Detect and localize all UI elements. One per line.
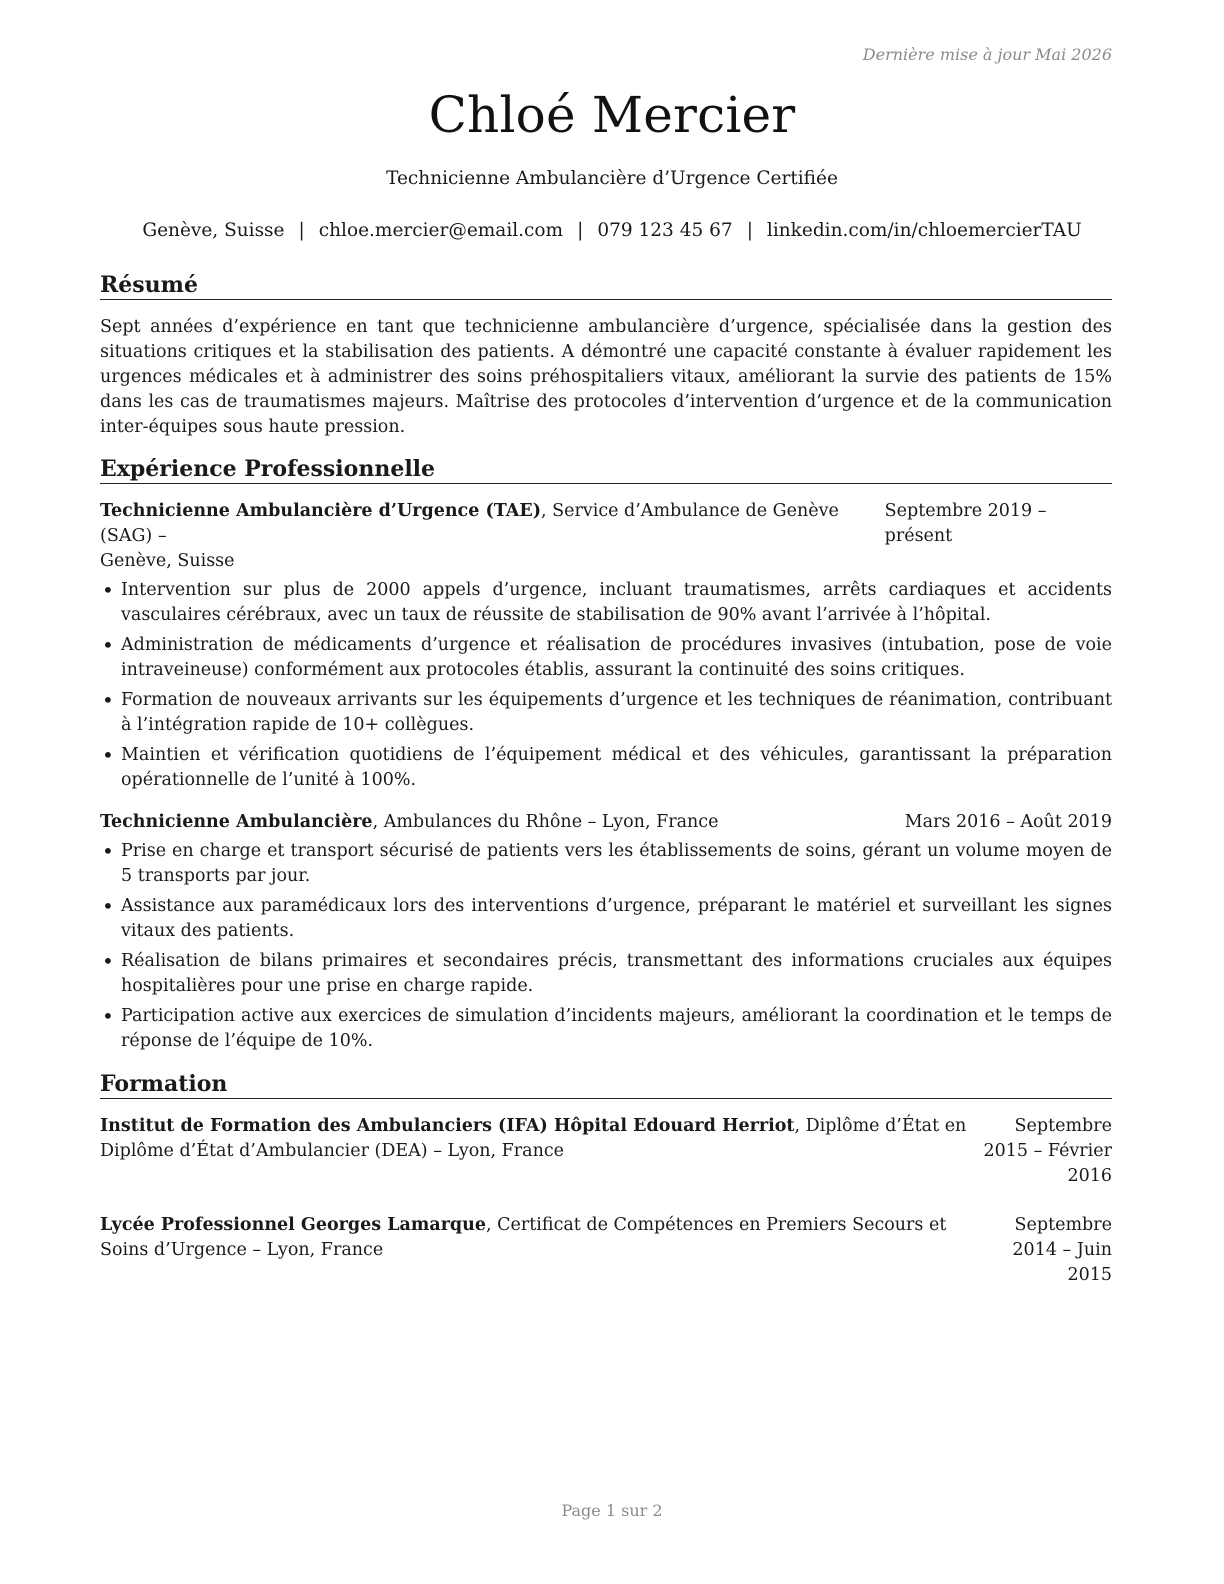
job-dates: Mars 2016 – Août 2019 — [904, 812, 1112, 832]
list-item: • Formation de nouveaux arrivants sur les équipements d’urgence et les techniques de réanimation, contribuant à l’intégration rapide de 10+ collègues. — [100, 688, 1112, 738]
job-employer: , Ambulances du Rhône – Lyon, France — [372, 812, 719, 832]
contact-separator: | — [577, 220, 584, 241]
list-item: • Participation active aux exercices de simulation d’incidents majeurs, améliorant la coordination et le temps de réponse de l’équipe de 10%. — [100, 1004, 1112, 1054]
list-item: • Administration de médicaments d’urgence et réalisation de procédures invasives (intubation, pose de voie intraveineuse) conformément aux protocoles établis, assurant la continuité des soins critiques. — [100, 633, 1112, 683]
list-item: • Réalisation de bilans primaires et secondaires précis, transmettant des informations cruciales aux équipes hospitalières pour une prise en charge rapide. — [100, 949, 1112, 999]
list-item: • Maintien et vérification quotidiens de l’équipement médical et des véhicules, garantissant la préparation opérationnelle de l’unité à 100%. — [100, 743, 1112, 793]
contact-linkedin[interactable]: linkedin.com/in/chloemercierTAU — [766, 220, 1082, 241]
education-detail: , Certificat de Compétences en Premiers Secours et Soins d’Urgence – Lyon, France — [100, 1215, 947, 1260]
section-title-experience: Expérience Professionnelle — [100, 456, 1112, 484]
job-bullets — [100, 578, 1112, 793]
job-employer: , Service d’Ambulance de Genève (SAG) – — [100, 501, 839, 546]
section-title-summary: Résumé — [100, 272, 1112, 300]
contact-email[interactable]: chloe.mercier@email.com — [318, 220, 564, 241]
summary-text: Sept années d’expérience en tant que technicienne ambulancière d’urgence, spécialisée dans la gestion des situations critiques et la stabilisation des patients. A démontré une capacité constante à évaluer rapidement les urgences médicales et à administrer des soins préhospitaliers vitaux, améliorant la survie des patients de 15% dans les cas de traumatismes majeurs. Maîtrise des protocoles d’intervention d’urgence et de la communication inter-équipes sous haute pression. — [100, 317, 1112, 437]
education-entry — [100, 1114, 1112, 1189]
job-dates: Septembre 2019 – présent — [884, 501, 1047, 546]
contact-separator: | — [298, 220, 305, 241]
resume-body — [100, 272, 1112, 1312]
job-header — [100, 810, 1112, 835]
list-item: • Prise en charge et transport sécurisé de patients vers les établissements de soins, gérant un volume moyen de 5 transports par jour. — [100, 839, 1112, 889]
contact-separator: | — [746, 220, 753, 241]
candidate-name: Chloé Mercier — [428, 86, 796, 144]
page-number: Page 1 sur 2 — [561, 1501, 663, 1520]
list-item: • Intervention sur plus de 2000 appels d’urgence, incluant traumatismes, arrêts cardiaques et accidents vasculaires cérébraux, avec un taux de réussite de stabilisation de 90% avant l’arrivée à l’hôpital. — [100, 578, 1112, 628]
education-dates: Septembre 2015 – Février 2016 — [983, 1116, 1112, 1186]
contact-line — [0, 220, 1224, 241]
job-entry — [100, 499, 1112, 793]
job-location: Genève, Suisse — [100, 551, 235, 571]
last-updated: Dernière mise à jour Mai 2026 — [862, 45, 1112, 64]
headline: Technicienne Ambulancière d’Urgence Certifiée — [386, 168, 838, 189]
job-title: Technicienne Ambulancière — [100, 812, 373, 832]
education-entry — [100, 1213, 1112, 1288]
education-detail: , Diplôme d’État en Diplôme d’État d’Ambulancier (DEA) – Lyon, France — [100, 1116, 967, 1161]
job-title: Technicienne Ambulancière d’Urgence (TAE) — [100, 501, 541, 521]
list-item: • Assistance aux paramédicaux lors des interventions d’urgence, préparant le matériel et surveillant les signes vitaux des patients. — [100, 894, 1112, 944]
education-dates: Septembre 2014 – Juin 2015 — [1012, 1215, 1112, 1285]
contact-phone: 079 123 45 67 — [597, 220, 733, 241]
job-header — [100, 499, 1112, 549]
job-entry — [100, 810, 1112, 1054]
education-school: Institut de Formation des Ambulanciers (IFA) Hôpital Edouard Herriot — [100, 1116, 795, 1136]
job-bullets — [100, 839, 1112, 1054]
section-title-education: Formation — [100, 1071, 1112, 1099]
contact-location: Genève, Suisse — [142, 220, 285, 241]
education-school: Lycée Professionnel Georges Lamarque — [100, 1215, 487, 1235]
